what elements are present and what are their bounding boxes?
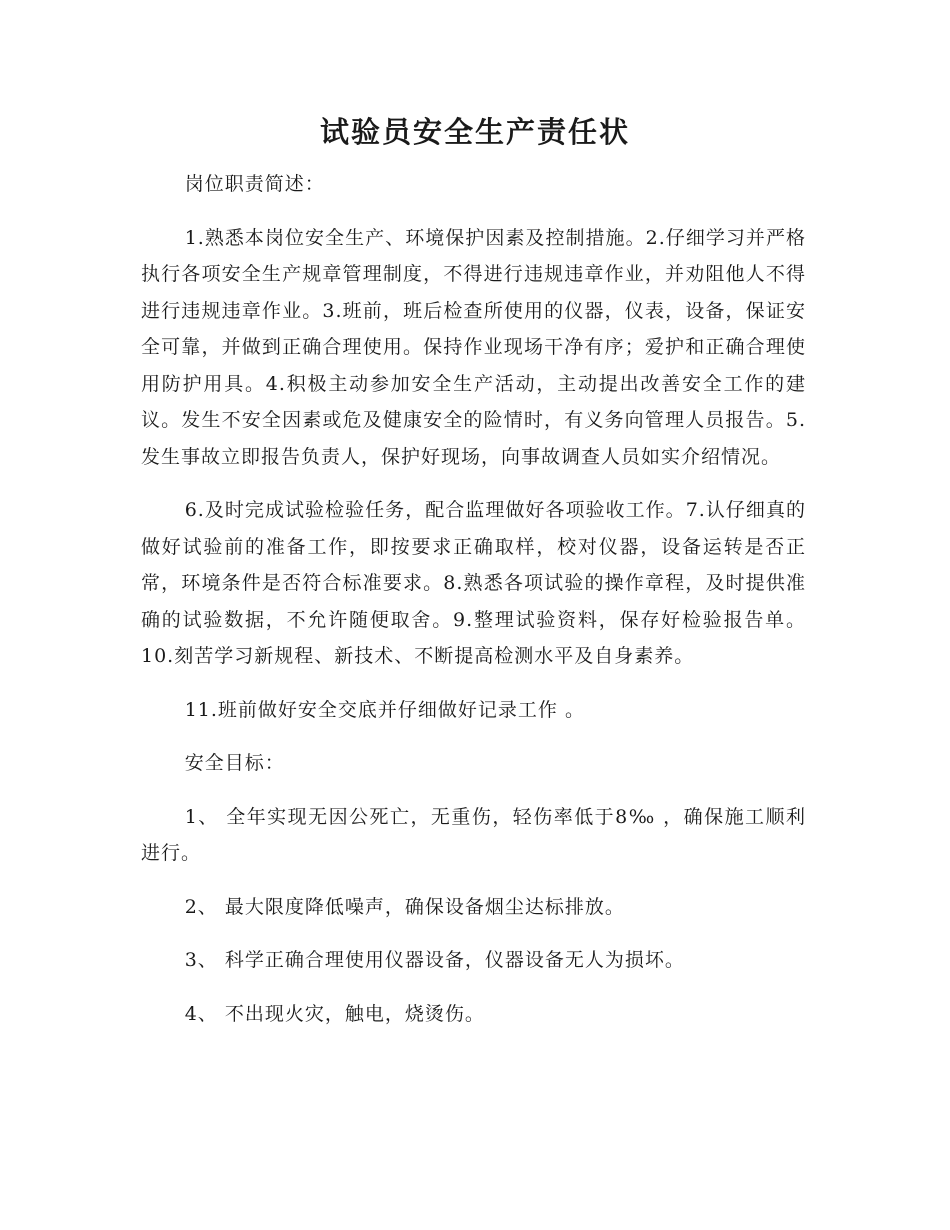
document-title: 试验员安全生产责任状	[319, 115, 630, 149]
safety-goal-item: 4、 不出现火灾，触电，烧烫伤。	[184, 1002, 485, 1025]
section-heading-safety-goals: 安全目标：	[184, 752, 285, 774]
safety-goal-item: 3、 科学正确合理使用仪器设备，仪器设备无人为损坏。	[184, 949, 685, 971]
duties-paragraph-1: 1.熟悉本岗位安全生产、环境保护因素及控制措施。2.仔细学习并严格执行各项安全生产规章管理制度，不得进行违规违章作业，并劝阻他人不得进行违规违章作业。3.班前，班后检查所使用的仪器，仪表，设备，保证安全可靠，并做到正确合理使用。保持作业现场干净有序；爱护和正确合理使用防护用具。4.积极主动参加安全生产活动，主动提出改善安全工作的建议。发生不安全因素或危及健康安全的险情时，有义务向管理人员报告。5.发生事故立即报告负责人，保护好现场，向事故调查人员如实介绍情况。	[141, 226, 806, 468]
section-heading-duties: 岗位职责简述：	[184, 173, 325, 195]
duties-paragraph-3: 11.班前做好安全交底并仔细做好记录工作 。	[184, 698, 585, 721]
document-body	[141, 166, 806, 1049]
safety-goal-item: 1、 全年实现无因公死亡，无重伤，轻伤率低于8‰ ，确保施工顺利进行。	[141, 805, 806, 864]
safety-goal-item: 2、 最大限度降低噪声，确保设备烟尘达标排放。	[184, 895, 625, 918]
duties-paragraph-2: 6.及时完成试验检验任务，配合监理做好各项验收工作。7.认仔细真的做好试验前的准备工作，即按要求正确取样，校对仪器，设备运转是否正常，环境条件是否符合标准要求。8.熟悉各项试验的操作章程，及时提供准确的试验数据，不允许随便取舍。9.整理试验资料，保存好检验报告单。10.刻苦学习新规程、新技术、不断提高检测水平及自身素养。	[141, 499, 806, 667]
